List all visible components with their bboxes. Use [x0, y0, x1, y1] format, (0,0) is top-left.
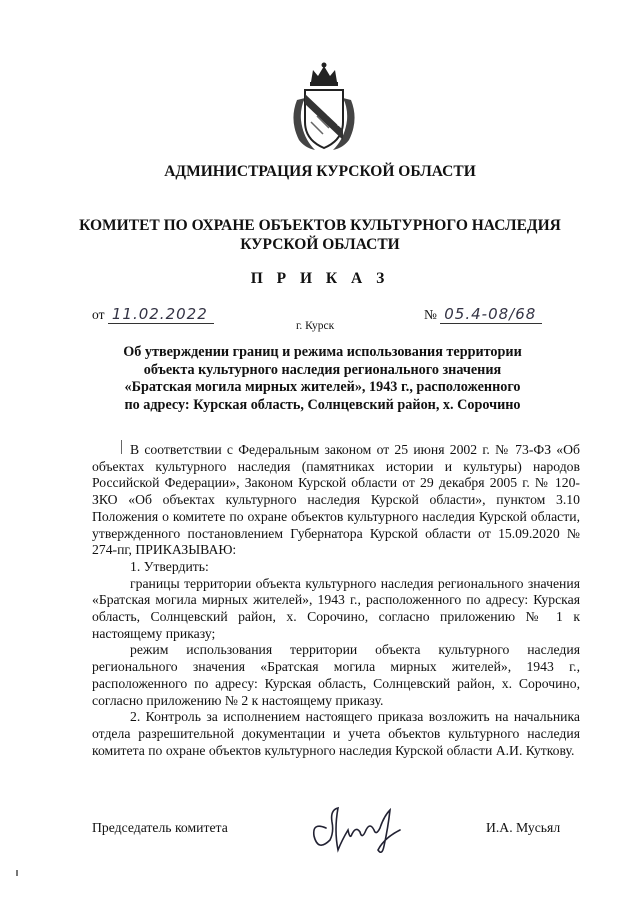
signatory-position: Председатель комитета	[92, 820, 228, 835]
administration-title: АДМИНИСТРАЦИЯ КУРСКОЙ ОБЛАСТИ	[164, 163, 476, 180]
date-prefix: от	[92, 307, 105, 322]
order-date-line	[92, 305, 214, 324]
order-date: 11.02.2022	[108, 305, 214, 324]
committee-title-line2: КУРСКОЙ ОБЛАСТИ	[240, 236, 400, 253]
document-type-title: П Р И К А З	[250, 270, 390, 287]
number-prefix: №	[424, 307, 437, 322]
order-number: 05.4-08/68	[440, 305, 542, 324]
subject-line3: «Братская могила мирных жителей», 1943 г., расположенного	[124, 379, 521, 395]
signatory-name: И.А. Мусьял	[486, 820, 561, 835]
body-paragraph-control: 2. Контроль за исполнением настоящего приказа возложить на начальника отдела разрешительной документации и учета объектов культурного наследия комитета по охране объектов культурного наследия Курской области А.И. Куткову.	[92, 709, 580, 758]
city-label: г. Курск	[296, 320, 335, 332]
committee-title-line1: КОМИТЕТ ПО ОХРАНЕ ОБЪЕКТОВ КУЛЬТУРНОГО НАСЛЕДИЯ	[79, 217, 561, 234]
subject-line2: объекта культурного наследия регионального значения	[143, 361, 502, 378]
subject-line4: по адресу: Курская область, Солнцевский район, х. Сорочино	[124, 396, 521, 413]
body-paragraph-preamble: В соответствии с Федеральным законом от 25 июня 2002 г. № 73-ФЗ «Об объектах культурного наследия (памятниках истории и культуры) народов Российской Федерации», Законом Курской области от 29 декабря 2005 г. № 120-ЗКО «Об объектах культурного наследия Курской области», пунктом 3.10 Положения о комитете по охране объектов культурного наследия Курской области, утвержденного постановлением Губернатора Курской области от 15.09.2020 № 274-пг, ПРИКАЗЫВАЮ:	[92, 442, 580, 558]
margin-dot	[16, 870, 18, 876]
order-body	[92, 442, 580, 759]
order-number-line	[424, 305, 542, 324]
body-paragraph-item1: 1. Утвердить:	[130, 558, 209, 574]
body-paragraph-regime: режим использования территории объекта культурного наследия регионального значения «Братская могила мирных жителей», 1943 г., расположенного по адресу: Курская область, Солнцевский район, х. Сорочино, согласно приложению № 2 к настоящему приказу.	[92, 642, 580, 708]
order-subject	[100, 344, 545, 414]
committee-title	[0, 216, 640, 254]
body-paragraph-boundaries: границы территории объекта культурного наследия регионального значения «Братская могила мирных жителей», 1943 г., расположенного по адресу: Курская область, Солнцевский район, х. Сорочино, согласно приложению № 1 к настоящему приказу;	[92, 575, 580, 641]
coat-of-arms-emblem	[283, 60, 365, 152]
handwritten-signature	[304, 800, 414, 860]
subject-line1: Об утверждении границ и режима использования территории	[123, 344, 522, 360]
